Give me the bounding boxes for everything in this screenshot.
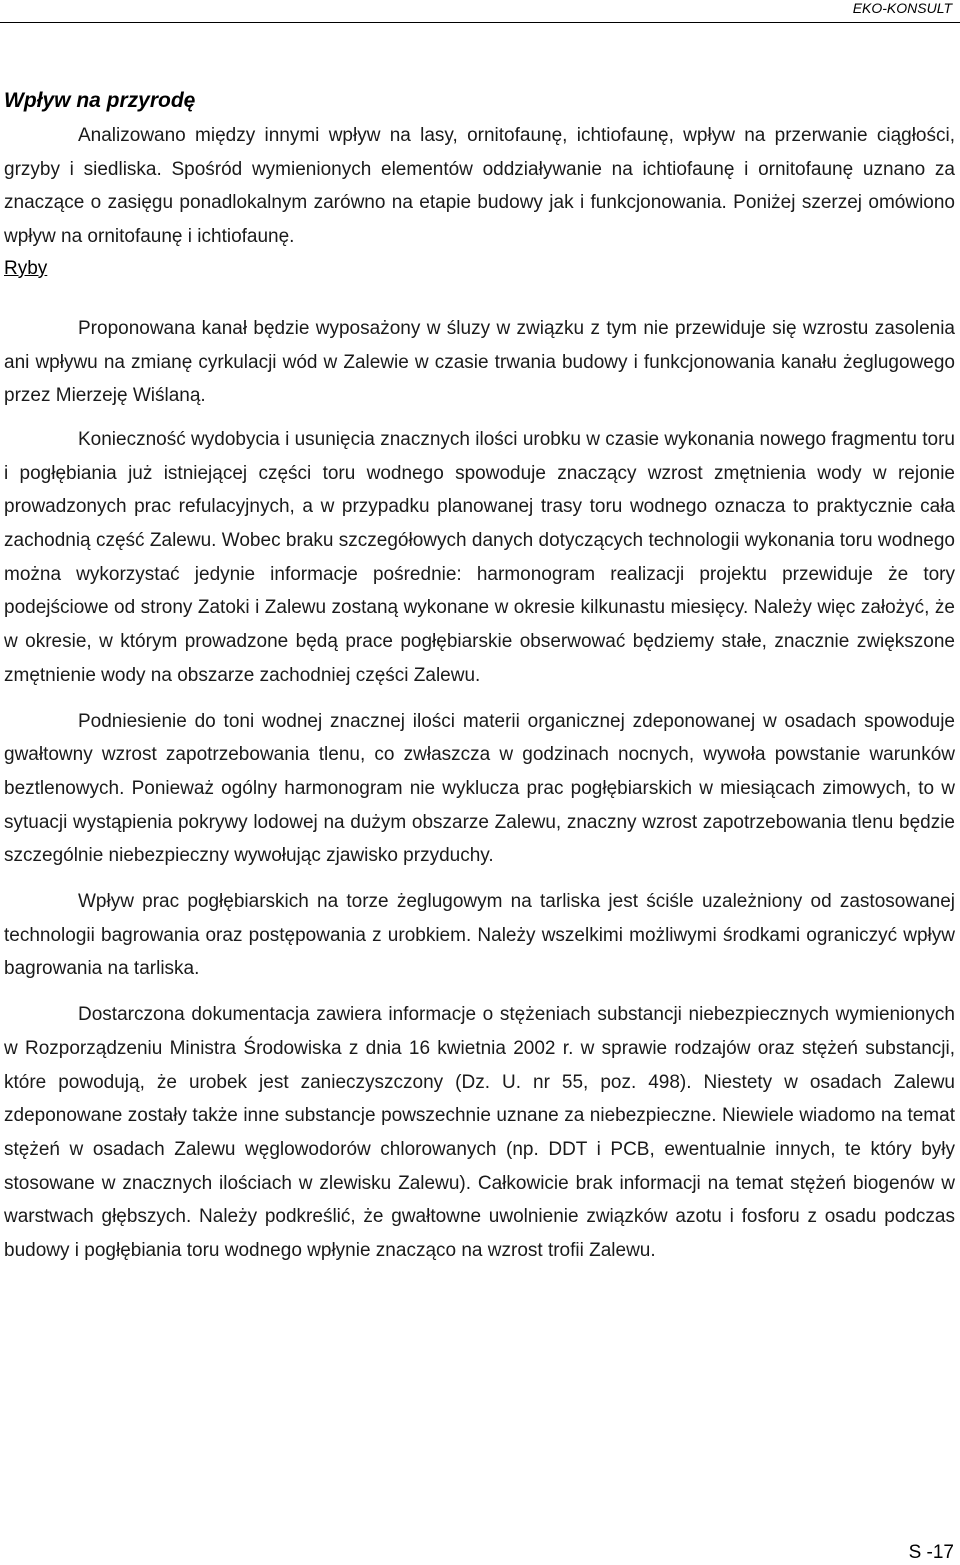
paragraph-oxygen-demand: Podniesienie do toni wodnej znacznej ilości materii organicznej zdeponowanej w osadach spowoduje gwałtowny wzrost zapotrzebowania tlenu, co zwłaszcza w godzinach nocnych, wywoła powstanie warunków beztlenowych. Ponieważ ogólny harmonogram nie wyklucza prac pogłębiarskich w miesiącach zimowych, to w sytuacji wystąpienia pokrywy lodowej na dużym obszarze Zalewu, znaczny wzrost zapotrzebowania tlenu będzie szczególnie niebezpieczny wywołując zjawisko przyduchy. bbox=[4, 710, 955, 867]
section-title: Wpływ na przyrodę bbox=[4, 89, 196, 112]
paragraph-hazardous-substances: Dostarczona dokumentacja zawiera informacje o stężeniach substancji niebezpiecznych wymienionych w Rozporządzeniu Ministra Środowiska z dnia 16 kwietnia 2002 r. w sprawie rodzajów oraz stężeń substancji, które powodują, że urobek jest zanieczyszczony (Dz. U. nr 55, poz. 498). Niestety w osadach Zalewu zdeponowane zostały także inne substancje powszechnie uznane za niebezpieczne. Niewiele wiadomo na temat stężeń w osadach Zalewu węglowodorów chlorowanych (np. DDT i PCB, ewentualnie innych, te który były stosowane w znacznych ilościach w zlewisku Zalewu). Całkowicie brak informacji na temat stężeń biogenów w warstwach głębszych. Należy podkreślić, że gwałtowne uwolnienie związków azotu i fosforu z osadu podczas budowy i pogłębiania toru wodnego wpłynie znacząco na wzrost trofii Zalewu. bbox=[4, 1004, 955, 1262]
page-number: S -17 bbox=[908, 1542, 954, 1563]
document-body bbox=[4, 86, 955, 1268]
paragraph-turbidity: Konieczność wydobycia i usunięcia znacznych ilości urobku w czasie wykonania nowego fragmentu toru i pogłębiania już istniejącej części toru wodnego spowoduje znaczący wzrost zmętnienia wody w rejonie prowadzonych prac refulacyjnych, a w przypadku planowanej trasy toru wodnego oznacza to praktycznie cała zachodnią część Zalewu. Wobec braku szczegółowych danych dotyczących technologii wykonania toru wodnego można wykorzystać jedynie informacje pośrednie: harmonogram realizacji projektu przewiduje że tory podejściowe od strony Zatoki i Zalewu zostaną wykonane w okresie kilkunastu miesięcy. Należy więc założyć, że w okresie, w którym prowadzone będą prace pogłębiarskie obserwować będziemy stałe, znacznie zwiększone zmętnienie wody na obszarze zachodniej części Zalewu. bbox=[4, 428, 955, 686]
running-header: EKO-KONSULT bbox=[852, 0, 952, 16]
subsection-heading-ryby: Ryby bbox=[4, 257, 48, 279]
section-intro-paragraph: Analizowano między innymi wpływ na lasy, ornitofaunę, ichtiofaunę, wpływ na przerwanie ciągłości, grzyby i siedliska. Spośród wymienionych elementów oddziaływanie na ichtiofaunę i ornitofaunę uznano za znaczące o zasięgu ponadlokalnym zarówno na etapie budowy jak i funkcjonowania. Poniżej szerzej omówiono wpływ na ornitofaunę i ichtiofaunę. bbox=[4, 125, 955, 248]
paragraph-salinity: Proponowana kanał będzie wyposażony w śluzy w związku z tym nie przewiduje się wzrostu zasolenia ani wpływu na zmianę cyrkulacji wód w Zalewie w czasie trwania budowy i funkcjonowania kanału żeglugowego przez Mierzeję Wiślaną. bbox=[4, 317, 955, 407]
header-divider bbox=[0, 22, 960, 23]
paragraph-spawning-grounds: Wpływ prac pogłębiarskich na torze żeglugowym na tarliska jest ściśle uzależniony od zastosowanej technologii bagrowania oraz postępowania z urobkiem. Należy wszelkimi możliwymi środkami ograniczyć wpływ bagrowania na tarliska. bbox=[4, 891, 955, 980]
